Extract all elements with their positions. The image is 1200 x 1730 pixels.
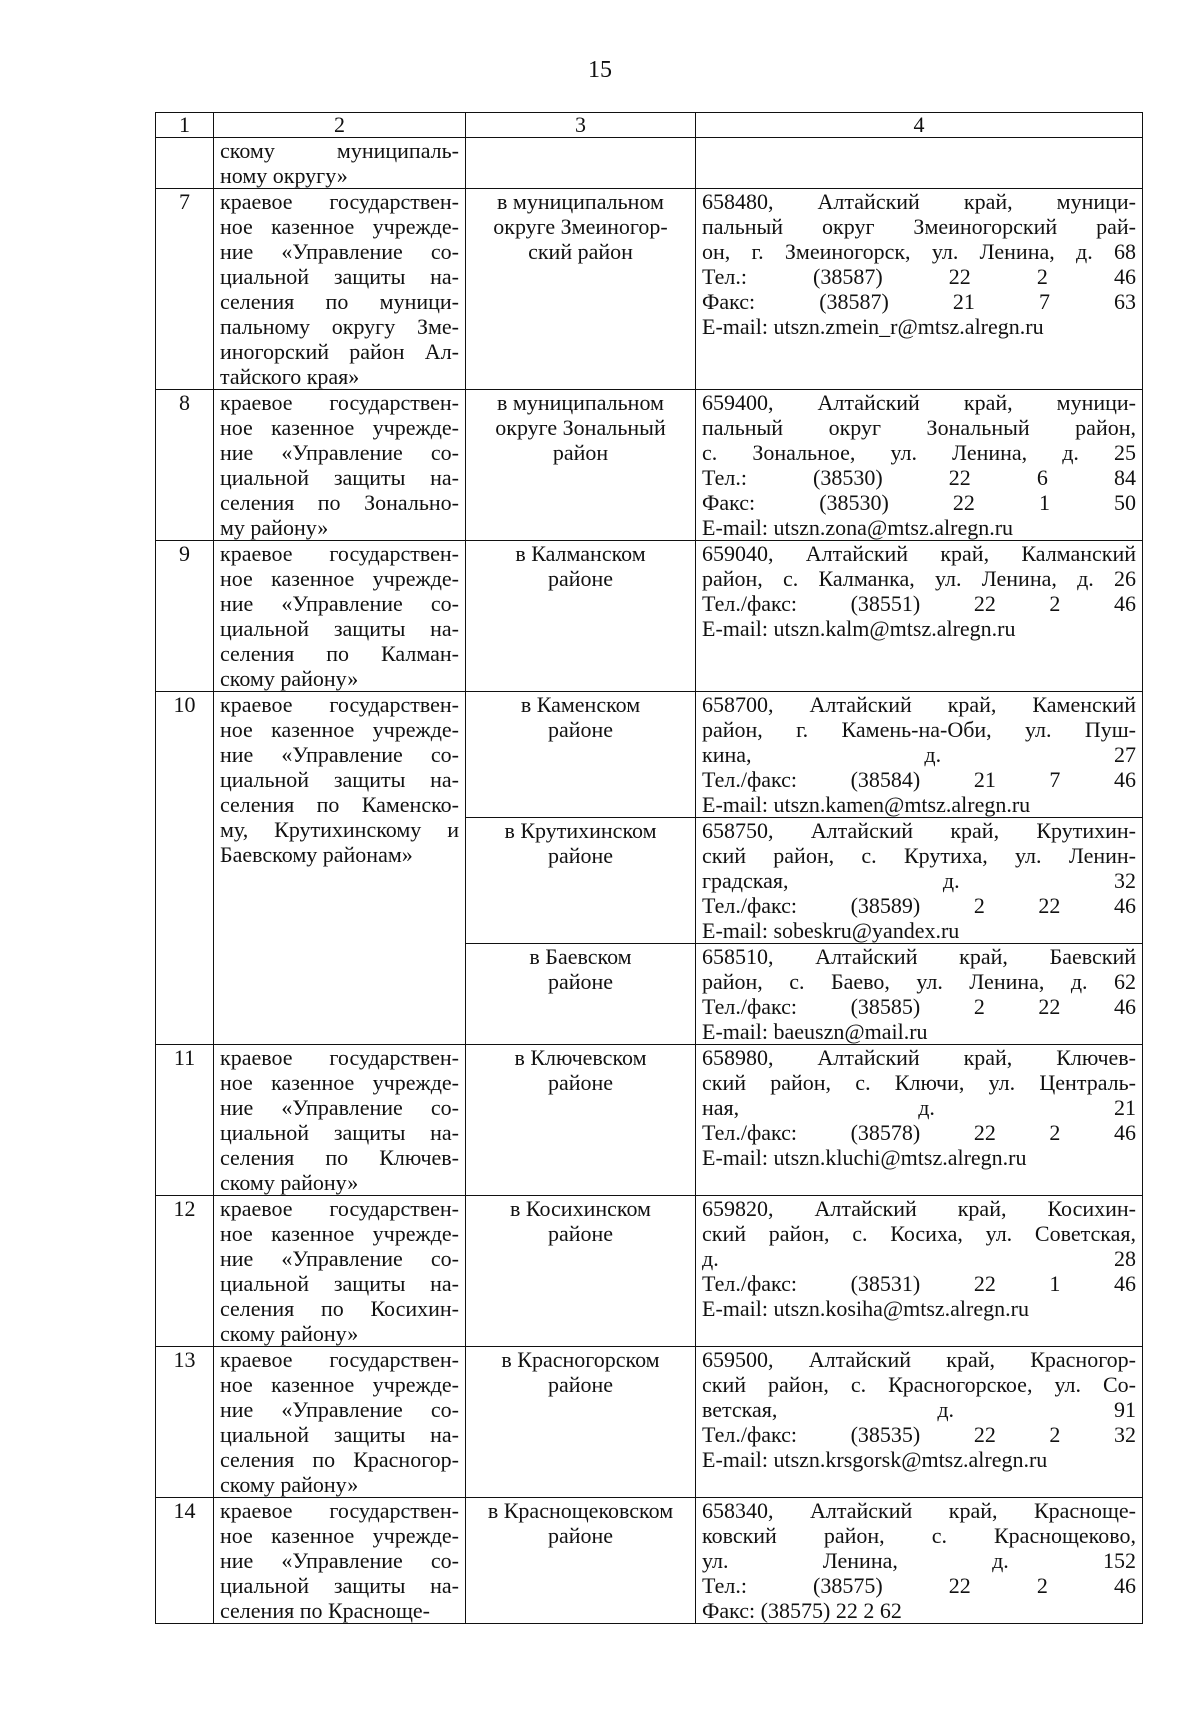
institution-name-line: иногорский район Ал- (220, 339, 459, 364)
contact-address-line: 658980, Алтайский край, Ключев- (702, 1045, 1136, 1070)
institution-name-line: селения по Калман- (220, 641, 459, 666)
institution-name-line: ние «Управление со- (220, 1246, 459, 1271)
contact-address-line: ул. Ленина, д. 152 (702, 1548, 1136, 1573)
location (466, 189, 696, 390)
location-line: в Краснощековском (487, 1498, 674, 1523)
contact-address-line: E-mail: utszn.krsgorsk@mtsz.alregn.ru (702, 1447, 1048, 1472)
location-line: в муниципальном (497, 189, 664, 214)
contact-address (696, 944, 1143, 1045)
institution-name-line: скому району» (220, 1472, 359, 1497)
contact-address-line: с. Зональное, ул. Ленина, д. 25 (702, 440, 1136, 465)
contact-address-line: район, г. Камень-на-Оби, ул. Пуш- (702, 717, 1136, 742)
institution-name-line: ние «Управление со- (220, 591, 459, 616)
location (466, 1045, 696, 1196)
contact-address-line: E-mail: utszn.kalm@mtsz.alregn.ru (702, 616, 1016, 641)
contact-address-line: 658750, Алтайский край, Крутихин- (702, 818, 1136, 843)
table-row (156, 541, 1143, 692)
contact-address-line: ский район, с. Красногорское, ул. Со- (702, 1372, 1136, 1397)
table-body (156, 138, 1143, 1624)
contact-address-line: Тел./факс: (38585) 2 22 46 (702, 994, 1136, 1019)
institution-name-line: циальной защиты на- (220, 264, 459, 289)
institution-name-line: циальной защиты на- (220, 767, 459, 792)
institution-name-line: краевое государствен- (220, 1045, 459, 1070)
table-row (156, 1196, 1143, 1347)
location-line: районе (547, 1523, 614, 1548)
institution-name-line: краевое государствен- (220, 1196, 459, 1221)
contact-address-line: 659500, Алтайский край, Красногор- (702, 1347, 1136, 1372)
contact-address-line: Тел./факс: (38578) 22 2 46 (702, 1120, 1136, 1145)
location (466, 1196, 696, 1347)
institution-name (214, 390, 466, 541)
contact-address-line: 658340, Алтайский край, Краснoще- (702, 1498, 1136, 1523)
contact-address-line: 659820, Алтайский край, Косихин- (702, 1196, 1136, 1221)
contact-address-line: ский район, с. Крутиха, ул. Ленин- (702, 843, 1136, 868)
institution-name-line: селения по муници- (220, 289, 459, 314)
contact-address-line: Факс: (38575) 22 2 62 (702, 1598, 902, 1623)
location-line: округе Зональный (495, 415, 666, 440)
table-row (156, 189, 1143, 390)
row-number: 8 (156, 390, 214, 541)
location-line: в Косихинском (510, 1196, 651, 1221)
contact-address-line: 659400, Алтайский край, муници- (702, 390, 1136, 415)
contact-address (696, 1498, 1143, 1624)
institution-name-line: ное казенное учрежде- (220, 566, 459, 591)
contact-address-line: он, г. Змеиногорск, ул. Ленина, д. 68 (702, 239, 1136, 264)
institution-name-line: селения по Зонально- (220, 490, 459, 515)
contact-address-line: кина, д. 27 (702, 742, 1136, 767)
location (466, 1347, 696, 1498)
contact-address (696, 138, 1143, 189)
table-row (156, 1498, 1143, 1624)
contact-address-line: Факс: (38587) 21 7 63 (702, 289, 1136, 314)
location-line: районе (547, 969, 614, 994)
institution-name-line: селения по Красногор- (220, 1447, 459, 1472)
institutions-table (155, 112, 1143, 1624)
location-line: районе (547, 566, 614, 591)
location-line: районе (547, 717, 614, 742)
location (466, 944, 696, 1045)
contact-address-line: ский район, с. Ключи, ул. Централь- (702, 1070, 1136, 1095)
contact-address (696, 1196, 1143, 1347)
contact-address-line: д. 28 (702, 1246, 1136, 1271)
header-col-2: 2 (214, 113, 466, 138)
table-header (156, 113, 1143, 138)
institution-name-line: краевое государствен- (220, 1498, 459, 1523)
institution-name (214, 541, 466, 692)
institution-name-line: циальной защиты на- (220, 465, 459, 490)
institution-name-line: селения по Ключев- (220, 1145, 459, 1170)
location (466, 692, 696, 818)
contact-address-line: 658480, Алтайский край, муници- (702, 189, 1136, 214)
row-number: 11 (156, 1045, 214, 1196)
contact-address-line: 658510, Алтайский край, Баевский (702, 944, 1136, 969)
location-line: в Баевском (529, 944, 632, 969)
contact-address-line: Тел.: (38530) 22 6 84 (702, 465, 1136, 490)
header-col-1: 1 (156, 113, 214, 138)
row-number: 12 (156, 1196, 214, 1347)
row-number: 13 (156, 1347, 214, 1498)
row-number: 7 (156, 189, 214, 390)
location-line: в Красногорском (501, 1347, 660, 1372)
table-row (156, 390, 1143, 541)
header-col-4: 4 (696, 113, 1143, 138)
location-line: в Калманском (515, 541, 646, 566)
institution-name-line: ние «Управление со- (220, 440, 459, 465)
institution-name-line: скому муниципаль- (220, 138, 459, 163)
institution-name (214, 692, 466, 1045)
institution-name-line: му, Крутихинскому и (220, 817, 459, 842)
institution-name-line: циальной защиты на- (220, 1422, 459, 1447)
institution-name (214, 1498, 466, 1624)
contact-address-line: пальный округ Зональный район, (702, 415, 1136, 440)
institution-name-line: ние «Управление со- (220, 1397, 459, 1422)
institution-name-line: краевое государствен- (220, 1347, 459, 1372)
contact-address-line: Тел.: (38587) 22 2 46 (702, 264, 1136, 289)
institution-name-line: тайского края» (220, 364, 360, 389)
header-col-3: 3 (466, 113, 696, 138)
institution-name-line: циальной защиты на- (220, 1573, 459, 1598)
institution-name-line: краевое государствен- (220, 390, 459, 415)
location (466, 390, 696, 541)
contact-address-line: E-mail: sobeskru@yandex.ru (702, 918, 960, 943)
institution-name-line: пальному округу Зме- (220, 314, 459, 339)
contact-address-line: ский район, с. Косиха, ул. Советская, (702, 1221, 1136, 1246)
location-line: районе (547, 1372, 614, 1397)
institution-name-line: Баевскому районам» (220, 842, 413, 867)
contact-address-line: E-mail: utszn.kamen@mtsz.alregn.ru (702, 792, 1031, 817)
contact-address-line: E-mail: utszn.zmein_r@mtsz.alregn.ru (702, 314, 1044, 339)
location (466, 1498, 696, 1624)
institution-name-line: циальной защиты на- (220, 1271, 459, 1296)
contact-address-line: Тел./факс: (38531) 22 1 46 (702, 1271, 1136, 1296)
institution-name (214, 189, 466, 390)
location (466, 138, 696, 189)
location-line: в Ключевском (514, 1045, 647, 1070)
contact-address-line: пальный округ Змеиногорский рай- (702, 214, 1136, 239)
institution-name-line: ное казенное учрежде- (220, 1070, 459, 1095)
institution-name-line: ное казенное учрежде- (220, 1221, 459, 1246)
table-row (156, 1045, 1143, 1196)
location-line: район (552, 440, 609, 465)
location (466, 541, 696, 692)
institution-name-line: ние «Управление со- (220, 239, 459, 264)
contact-address (696, 1045, 1143, 1196)
institution-name-line: ное казенное учрежде- (220, 1523, 459, 1548)
contact-address-line: E-mail: baeuszn@mail.ru (702, 1019, 928, 1044)
contact-address-line: Тел./факс: (38551) 22 2 46 (702, 591, 1136, 616)
institution-name-line: краевое государствен- (220, 541, 459, 566)
location-line: районе (547, 1221, 614, 1246)
contact-address-line: Тел./факс: (38589) 2 22 46 (702, 893, 1136, 918)
institution-name-line: селения по Каменско- (220, 792, 459, 817)
row-number (156, 138, 214, 189)
institution-name-line: циальной защиты на- (220, 616, 459, 641)
location-line: районе (547, 1070, 614, 1095)
institution-name (214, 1045, 466, 1196)
location-line: в муниципальном (497, 390, 664, 415)
table-row (156, 138, 1143, 189)
contact-address-line: 658700, Алтайский край, Каменский (702, 692, 1136, 717)
contact-address-line: район, с. Калманка, ул. Ленина, д. 26 (702, 566, 1136, 591)
location-line: ский район (528, 239, 633, 264)
contact-address-line: ковский район, с. Краснощеково, (702, 1523, 1136, 1548)
institution-name-line: ние «Управление со- (220, 1095, 459, 1120)
contact-address (696, 189, 1143, 390)
institution-name-line: ное казенное учрежде- (220, 214, 459, 239)
institution-name-line: ное казенное учрежде- (220, 1372, 459, 1397)
institution-name-line: скому району» (220, 1170, 359, 1195)
institution-name (214, 138, 466, 189)
institution-name-line: ное казенное учрежде- (220, 415, 459, 440)
contact-address (696, 818, 1143, 944)
contact-address-line: 659040, Алтайский край, Калманский (702, 541, 1136, 566)
institution-name-line: селения по Краснoще- (220, 1598, 430, 1623)
header-row (156, 113, 1143, 138)
institution-name-line: ное казенное учрежде- (220, 717, 459, 742)
institution-name-line: краевое государствен- (220, 692, 459, 717)
contact-address-line: ная, д. 21 (702, 1095, 1136, 1120)
location-line: округе Змеиногор- (493, 214, 668, 239)
contact-address-line: градская, д. 32 (702, 868, 1136, 893)
institution-name-line: ние «Управление со- (220, 742, 459, 767)
institution-name-line: ному округу» (220, 163, 348, 188)
institution-name-line: циальной защиты на- (220, 1120, 459, 1145)
row-number: 10 (156, 692, 214, 1045)
contact-address-line: Факс: (38530) 22 1 50 (702, 490, 1136, 515)
institution-name-line: скому району» (220, 666, 359, 691)
contact-address-line: E-mail: utszn.zona@mtsz.alregn.ru (702, 515, 1014, 540)
institution-name-line: краевое государствен- (220, 189, 459, 214)
contact-address-line: район, с. Баево, ул. Ленина, д. 62 (702, 969, 1136, 994)
row-number: 14 (156, 1498, 214, 1624)
page-number: 15 (588, 57, 612, 83)
institution-name-line: му району» (220, 515, 329, 540)
table-row (156, 692, 1143, 818)
contact-address (696, 390, 1143, 541)
institution-name (214, 1196, 466, 1347)
contact-address (696, 692, 1143, 818)
row-number: 9 (156, 541, 214, 692)
contact-address-line: ветская, д. 91 (702, 1397, 1136, 1422)
institution-name-line: скому району» (220, 1321, 359, 1346)
location-line: в Каменском (520, 692, 641, 717)
contact-address (696, 541, 1143, 692)
location (466, 818, 696, 944)
table-row (156, 1347, 1143, 1498)
contact-address-line: Тел./факс: (38584) 21 7 46 (702, 767, 1136, 792)
institution-name-line: ние «Управление со- (220, 1548, 459, 1573)
contact-address-line: Тел.: (38575) 22 2 46 (702, 1573, 1136, 1598)
institution-name-line: селения по Косихин- (220, 1296, 459, 1321)
location-line: в Крутихинском (504, 818, 657, 843)
institution-name (214, 1347, 466, 1498)
contact-address (696, 1347, 1143, 1498)
contact-address-line: E-mail: utszn.kosiha@mtsz.alregn.ru (702, 1296, 1029, 1321)
contact-address-line: Тел./факс: (38535) 22 2 32 (702, 1422, 1136, 1447)
contact-address-line: E-mail: utszn.kluchi@mtsz.alregn.ru (702, 1145, 1027, 1170)
location-line: районе (547, 843, 614, 868)
